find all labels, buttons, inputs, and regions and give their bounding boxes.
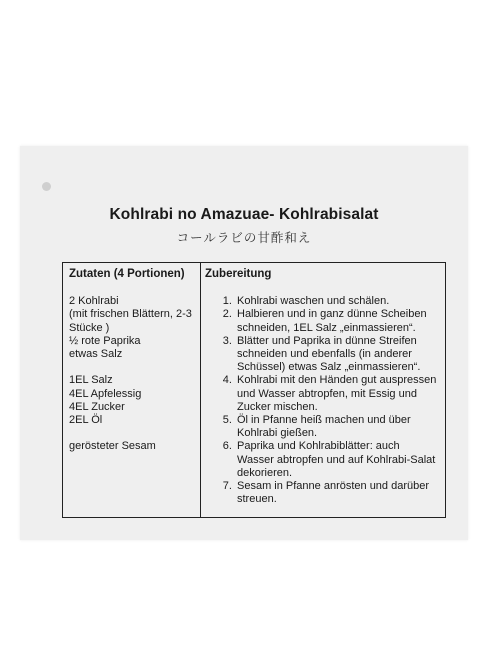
preparation-header: Zubereitung	[205, 268, 272, 280]
preparation-column	[201, 263, 445, 517]
ingredient-line: 1EL Salz	[69, 374, 113, 387]
recipe-sheet	[20, 146, 468, 540]
ingredient-line: ½ rote Paprika	[69, 334, 141, 347]
ingredient-line: etwas Salz	[69, 348, 123, 361]
preparation-step: 6. Paprika und Kohlrabiblätter: auch Wasser abtropfen und auf Kohlrabi-Salat dekorieren.	[235, 440, 439, 480]
ingredient-list	[69, 295, 194, 453]
ingredient-line: 2 Kohlrabi	[69, 295, 119, 308]
ingredient-line: Stücke )	[69, 321, 110, 334]
ingredient-line: 4EL Apfelessig	[69, 387, 142, 400]
ingredient-line: 2EL Öl	[69, 414, 103, 427]
preparation-step: 4. Kohlrabi mit den Händen gut auspressen und Wasser abtropfen, mit Essig und Zucker mischen.	[235, 374, 439, 414]
preparation-step: 3. Blätter und Paprika in dünne Streifen schneiden und ebenfalls (in anderer Schüssel) etwas Salz „einmassieren“.	[235, 335, 439, 375]
ingredient-line: 4EL Zucker	[69, 400, 125, 413]
preparation-step: 1. Kohlrabi waschen und schälen.	[235, 295, 439, 308]
ingredients-header: Zutaten (4 Portionen)	[69, 268, 185, 280]
preparation-step: 5. Öl in Pfanne heiß machen und über Kohlrabi gießen.	[235, 414, 439, 440]
ingredient-line: gerösteter Sesam	[69, 440, 156, 453]
ingredients-column	[63, 263, 201, 517]
preparation-step: 2. Halbieren und in ganz dünne Scheiben schneiden, 1EL Salz „einmassieren“.	[235, 308, 439, 334]
ingredient-line: (mit frischen Blättern, 2-3	[69, 308, 192, 321]
recipe-table	[62, 262, 446, 518]
punch-hole	[42, 182, 51, 191]
recipe-title: Kohlrabi no Amazuae- Kohlrabisalat	[109, 206, 379, 223]
preparation-steps	[205, 295, 439, 506]
ingredient-line	[69, 361, 194, 374]
recipe-subtitle-japanese: コールラビの甘酢和え	[176, 231, 312, 245]
preparation-step: 7. Sesam in Pfanne anrösten und darüber streuen.	[235, 480, 439, 506]
ingredient-line	[69, 427, 194, 440]
